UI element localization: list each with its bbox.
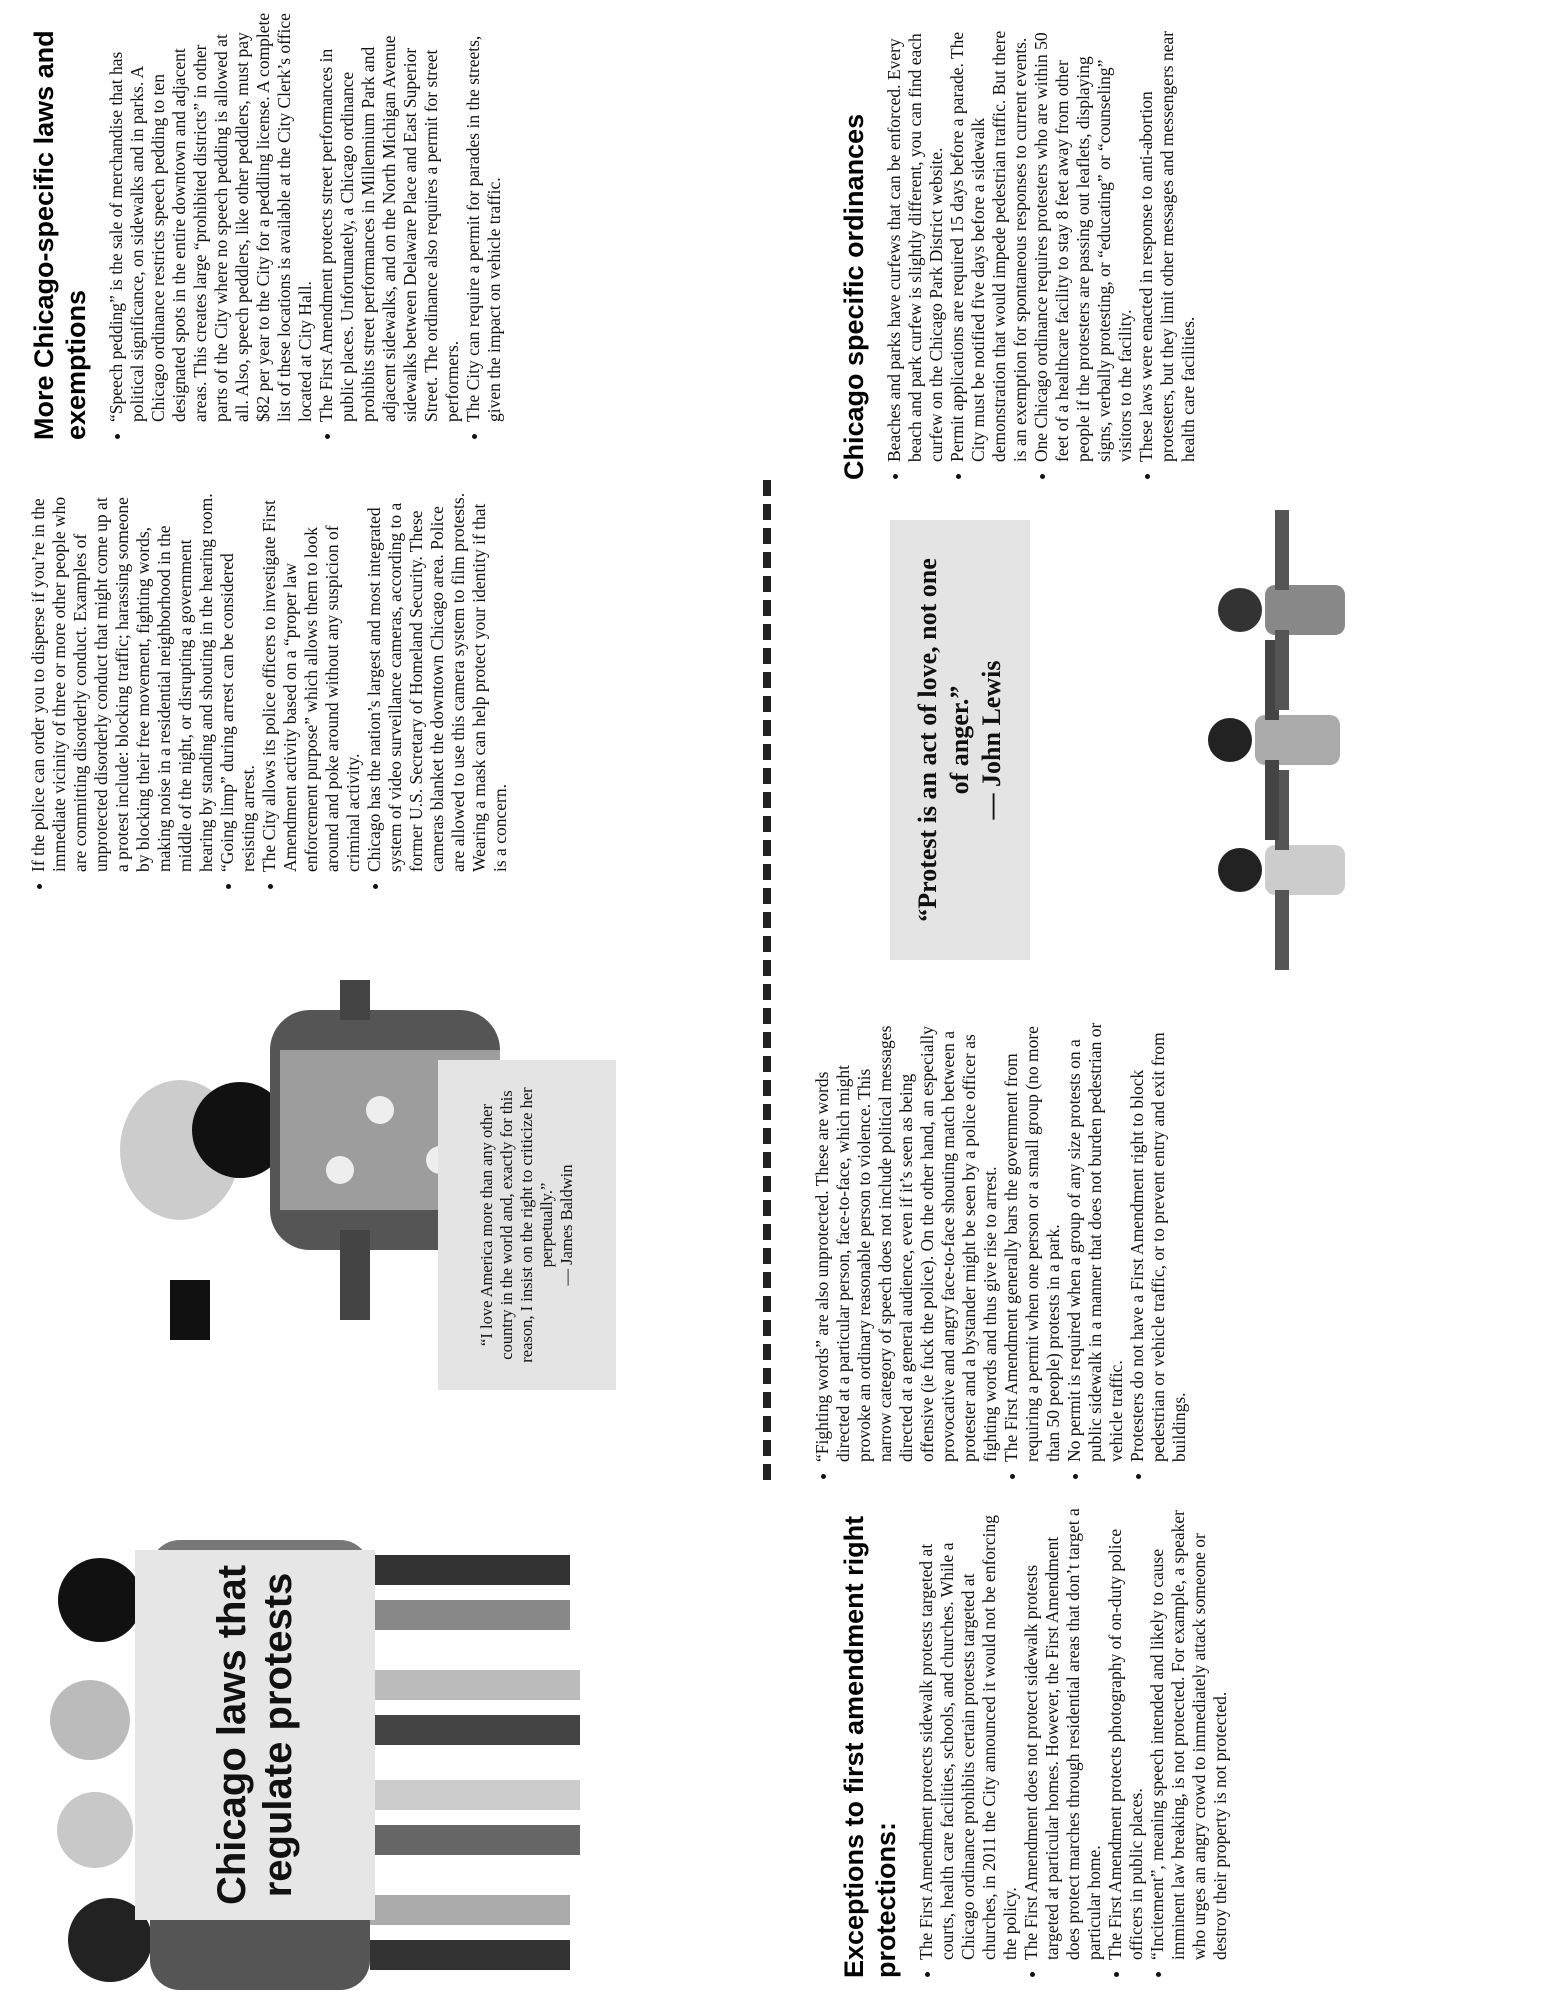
fighting-words-list xyxy=(812,1020,1190,1480)
three-protesters-illustration xyxy=(1030,490,1340,990)
list-item: • “Fighting words” are also unprotected. These are words directed at a particular person, face-to-face, which might provoke an ordinary reasonable person to violence. This narrow category of speech does not include political messages directed at a general audience, even if it’s seen as being offensive (ie fuck the police). On the other hand, an especially provocative and angry face-to-face shouting match between a protester and a bystander might be seen by a police officer as fighting words and thus give rise to arrest. xyxy=(812,1020,1001,1462)
cover-title-sign xyxy=(135,1550,375,1920)
list-item: • The First Amendment protects photography of on-duty police officers in public places. xyxy=(1105,1508,1147,1960)
list-item: • The First Amendment generally bars the government from requiring a permit when one person or a small group (no more than 50 people) protests in a park. xyxy=(1001,1020,1064,1462)
list-item: • Permit applications are required 15 days before a parade. The City must be notified five days before a sidewalk demonstration that would impede pedestrian traffic. But there is an exemption for spontaneous responses to current events. xyxy=(947,20,1031,462)
list-item: • “Incitement”, meaning speech intended and likely to cause imminent law breaking, is not protected. For example, a speaker who urges an angry crowd to immediately attack someone or destroy their property is not protected. xyxy=(1147,1508,1231,1960)
list-item: • One Chicago ordinance requires protesters who are within 50 feet of a healthcare facility to stay 8 feet away from other people if the protesters are passing out leaflets, displaying signs, verbally protesting, or “educating” or “counseling” visitors to the facility. xyxy=(1031,20,1136,462)
ordinances-section xyxy=(838,20,1199,480)
lewis-quote-text: “Protest is an act of love, not one of anger.” xyxy=(913,558,974,922)
fold-divider xyxy=(763,480,771,1480)
exceptions-section xyxy=(838,1508,1231,1978)
more-laws-list xyxy=(106,10,505,440)
list-item: • If the police can order you to disperse if you’re in the immediate vicinity of three or more other people who are committing disorderly conduct. Examples of unprotected disorderly conduct that might come up at a protest include: blocking traffic; harassing someone by blocking their free movement, fighting words, making noise in a residential neighborhood in the middle of the night, or disrupting a government hearing by standing and shouting in the hearing room. xyxy=(28,490,217,872)
list-item: • Chicago has the nation’s largest and most integrated system of video surveillance cameras, according to a former U.S. Secretary of Homeland Security. These cameras blanket the downtown Chicago area. Police are allowed to use this camera system to film protests. Wearing a mask can help protect your identity if that is a concern. xyxy=(364,490,511,872)
exceptions-heading: Exceptions to first amendment right protections: xyxy=(839,1515,901,1978)
list-item: • These laws were enacted in response to anti-abortion protesters, but they limit other messages and messengers near health care facilities. xyxy=(1136,20,1199,462)
list-item: • The First Amendment protects street performances in public places. Unfortunately, a Chicago ordinance prohibits street performances in Millennium Park and adjacent sidewalks, and on the North Michigan Avenue sidewalks between Delaware Place and East Superior Street. The ordinance also requires a permit for street performers. xyxy=(316,10,463,422)
more-laws-section xyxy=(28,10,505,440)
list-item: • The First Amendment does not protect sidewalk protests targeted at particular homes. However, the First Amendment does protect marches through residential areas that don’t target a particular home. xyxy=(1021,1508,1105,1960)
more-laws-heading: More Chicago-specific laws and exemptions xyxy=(29,30,91,440)
list-item: • No permit is required when a group of any size protests on a public sidewalk in a manner that does not burden pedestrian or vehicle traffic. xyxy=(1064,1020,1127,1462)
baldwin-quote-box xyxy=(438,1060,616,1390)
list-item: • Beaches and parks have curfews that can be enforced. Every beach and park curfew is slightly different, you can find each curfew on the Chicago Park District website. xyxy=(884,20,947,462)
list-item: • The First Amendment protects sidewalk protests targeted at courts, health care facilities, schools, and churches. While a Chicago ordinance prohibits certain protests targeted at churches, in 2011 the City announced it would not be enforcing the policy. xyxy=(916,1508,1021,1960)
ordinances-list xyxy=(884,20,1199,480)
police-list xyxy=(28,490,511,890)
list-item: • “Going limp” during arrest can be considered resisting arrest. xyxy=(217,490,259,872)
list-item: • “Speech pedding” is the sale of merchandise that has political significance, on sidewalks and in parks. A Chicago ordinance restricts speech pedding to ten designated spots in the entire downtown and adjacent areas. This creates large “prohibited districts” in other parts of the City where no speech pedding is allowed at all. Also, speech peddlers, like other peddlers, must pay $82 per year to the City for a peddling license. A complete list of these locations is available at the City Clerk’s office located at City Hall. xyxy=(106,10,316,422)
cover-title: Chicago laws that regulate protests xyxy=(210,1564,300,1906)
exceptions-list xyxy=(916,1508,1231,1978)
baldwin-quote-text: “I love America more than any other country in the world and, exactly for this reason, I insist on the right to criticize her perpetually.” xyxy=(477,1087,556,1363)
ordinances-heading: Chicago specific ordinances xyxy=(839,113,869,480)
baldwin-quote-author: — James Baldwin xyxy=(557,1164,576,1286)
police-section xyxy=(28,490,511,890)
list-item: • Protesters do not have a First Amendment right to block pedestrian or vehicle traffic, or to prevent entry and exit from buildings. xyxy=(1127,1020,1190,1462)
list-item: • The City allows its police officers to investigate First Amendment activity based on a “proper law enforcement purpose” which allows them to look around and poke around without any suspicion of criminal activity. xyxy=(259,490,364,872)
lewis-quote-author: — John Lewis xyxy=(977,660,1006,820)
fighting-words-section xyxy=(812,1020,1190,1480)
lewis-quote-box xyxy=(890,520,1030,960)
list-item: • The City can require a permit for parades in the streets, given the impact on vehicle traffic. xyxy=(463,10,505,422)
